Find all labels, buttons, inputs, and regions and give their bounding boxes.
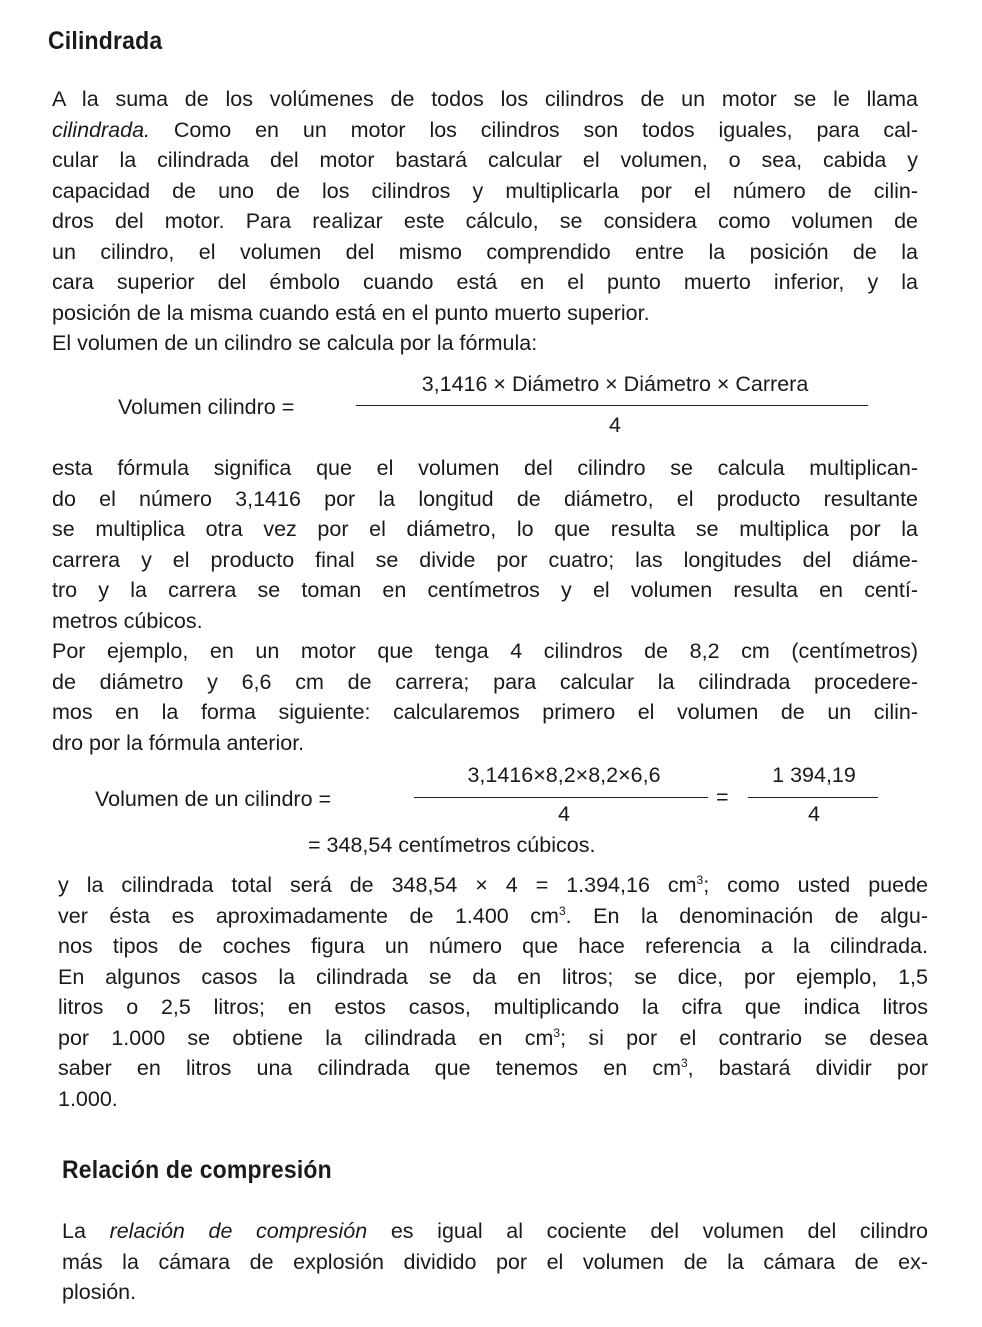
fraction-bar <box>356 405 868 406</box>
text-fragment: . En la denominación de algu- <box>565 903 928 928</box>
text-line <box>58 901 928 932</box>
paragraph-compression <box>62 1216 928 1308</box>
text-line: litros o 2,5 litros; en estos casos, multiplicando la cifra que indica litros <box>58 995 928 1019</box>
text-line: metros cúbicos. <box>52 608 203 633</box>
text-line: cular la cilindrada del motor bastará calcular el volumen, o sea, cabida y <box>52 148 918 172</box>
text-line: plosión. <box>62 1280 137 1304</box>
text-line <box>52 115 918 146</box>
text-line: Por ejemplo, en un motor que tenga 4 cilindros de 8,2 cm (centímetros) <box>52 639 918 663</box>
superscript: 3 <box>553 1025 561 1040</box>
formula-example-numerator-1: 3,1416×8,2×8,2×6,6 <box>467 763 661 787</box>
formula-example-result: = 348,54 centímetros cúbicos. <box>308 833 596 857</box>
text-line <box>62 1216 928 1247</box>
text-line: carrera y el producto final se divide por cuatro; las longitudes del diáme- <box>52 547 918 572</box>
text-line: A la suma de los volúmenes de todos los cilindros de un motor se le llama <box>52 87 918 111</box>
superscript: 3 <box>558 903 566 918</box>
text-line: cara superior del émbolo cuando está en el punto muerto inferior, y la <box>52 270 918 294</box>
text-fragment: , bastará dividir por <box>687 1056 928 1080</box>
text-line: 1.000. <box>58 1086 118 1111</box>
text-line: esta fórmula significa que el volumen del cilindro se calcula multiplican- <box>52 456 918 480</box>
text-line: En algunos casos la cilindrada se da en litros; se dice, por ejemplo, 1,5 <box>58 964 928 989</box>
text-line: nos tipos de coches figura un número que hace referencia a la cilindrada. <box>58 934 928 958</box>
formula-example-equals: = <box>716 785 729 809</box>
text-line: posición de la misma cuando está en el punto muerto superior. <box>52 300 650 325</box>
fraction-bar <box>414 797 708 798</box>
text-line: más la cámara de explosión dividido por el volumen de la cámara de ex- <box>62 1249 928 1274</box>
text-fragment: por 1.000 se obtiene la cilindrada en cm <box>58 1025 554 1050</box>
text-line <box>58 870 928 901</box>
text-line: do el número 3,1416 por la longitud de diámetro, el producto resultante <box>52 486 918 511</box>
text-line: tro y la carrera se toman en centímetros y el volumen resulta en centí- <box>52 578 918 602</box>
term-relacion-compresion: relación de compresión <box>109 1219 368 1243</box>
section-title-relacion-compresion: Relación de compresión <box>62 1156 332 1184</box>
text-line: se multiplica otra vez por el diámetro, lo que resulta se multiplica por la <box>52 517 918 541</box>
text-line: dro por la fórmula anterior. <box>52 730 305 755</box>
text-fragment: y la cilindrada total será de 348,54 × 4 = 1.394,16 cm <box>58 873 697 897</box>
text-line <box>58 1023 928 1054</box>
text-fragment: ver ésta es aproximadamente de 1.400 cm <box>58 903 559 928</box>
formula-example-denominator-1: 4 <box>558 802 570 826</box>
formula-volume-lhs: Volumen cilindro = <box>118 395 295 419</box>
section-title-cilindrada: Cilindrada <box>48 27 163 55</box>
text-line: capacidad de uno de los cilindros y multiplicarla por el número de cilin- <box>52 178 918 203</box>
text-line <box>58 1053 928 1084</box>
text-fragment: saber en litros una cilindrada que tenemos en cm <box>58 1056 681 1080</box>
text-line: mos en la forma siguiente: calcularemos primero el volumen de un cilin- <box>52 700 918 724</box>
fraction-bar <box>748 797 878 798</box>
text-line: El volumen de un cilindro se calcula por la fórmula: <box>52 331 538 355</box>
text-line: un cilindro, el volumen del mismo comprendido entre la posición de la <box>52 239 918 264</box>
text-fragment: ; si por el contrario se desea <box>560 1025 928 1050</box>
text-fragment: ; como usted puede <box>703 873 928 897</box>
superscript: 3 <box>680 1056 688 1070</box>
formula-example-denominator-2: 4 <box>808 802 820 826</box>
paragraph-explanation <box>52 453 918 758</box>
formula-volume-numerator: 3,1416 × Diámetro × Diámetro × Carrera <box>421 372 809 396</box>
formula-example-lhs: Volumen de un cilindro = <box>95 787 332 811</box>
text-line: dros del motor. Para realizar este cálculo, se considera como volumen de <box>52 209 918 233</box>
paragraph-intro <box>52 84 918 359</box>
paragraph-conclusion <box>58 870 928 1114</box>
text-fragment: Como en un motor los cilindros son todos iguales, para cal- <box>173 117 918 142</box>
text-line: de diámetro y 6,6 cm de carrera; para calcular la cilindrada procedere- <box>52 669 918 694</box>
superscript: 3 <box>696 873 704 887</box>
text-fragment: La <box>62 1219 86 1243</box>
term-cilindrada: cilindrada. <box>52 117 150 142</box>
formula-volume-denominator: 4 <box>609 413 621 437</box>
text-fragment: es igual al cociente del volumen del cilindro <box>390 1219 928 1243</box>
formula-example-numerator-2: 1 394,19 <box>772 763 856 787</box>
